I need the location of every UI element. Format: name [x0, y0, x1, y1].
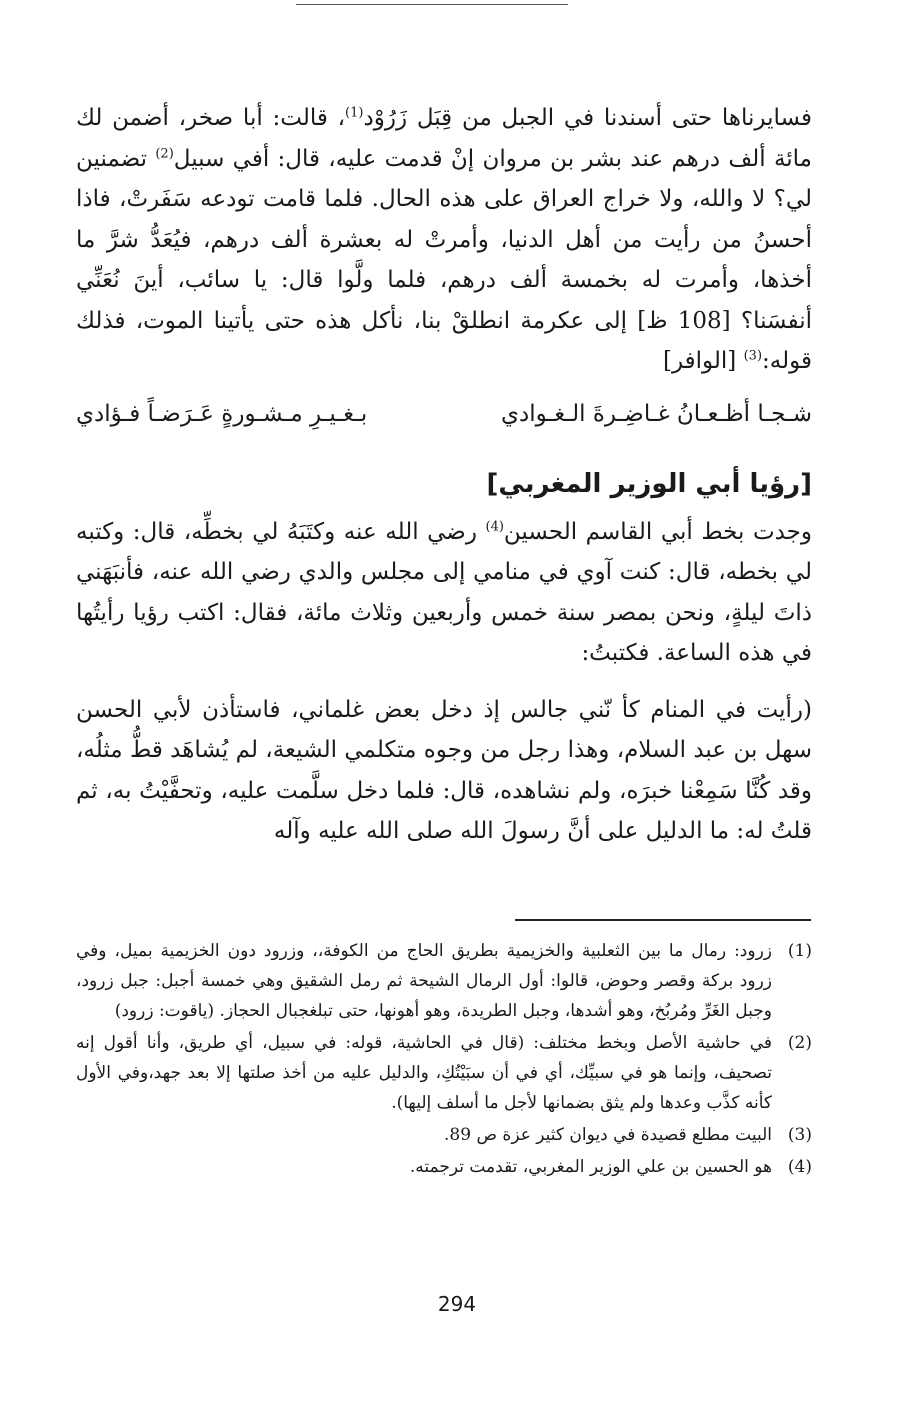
footnote-ref-4: (4): [485, 518, 504, 534]
footnote-ref-2: (2): [155, 145, 174, 161]
section-heading: [رؤيا أبي الوزير المغربي]: [486, 468, 812, 499]
paragraph-1-text-c: تضمنين لي؟ لا والله، ولا خراج العراق على هذه الحال. فلما قامت تودعه سَفَرتْ، فاذا أحسنُ من رأيت من أهل الدنيا، وأمرتْ له بعشرة ألف درهم، فيُعَدُّ شرَّ ما أخذها، وأمرت له بخمسة ألف درهم، فلما ولَّوا قال: يا سائب، أينَ نُعَنِّي أنفسَنا؟ [108 ظ] إلى عكرمة انطلقْ بنا، نأكل هذه حتى يأتينا الموت، فذلك قوله:: [76, 145, 812, 374]
paragraph-3: (رأيت في المنام كأ نّني جالس إذ دخل بعض غلماني، فاستأذن لأبي الحسن سهل بن عبد السلام، وهذا رجل من وجوه متكلمي الشيعة، لم يُشاهَد قطُّ مثلُه، وقد كُنَّا سَمِعْنا خبرَه، ولم نشاهده، قال: فلما دخل سلَّمت عليه، وتحفَّيْتُ به، ثم قلتُ له: ما الدليل على أنَّ رسولَ الله صلى الله عليه وآله: [76, 696, 812, 844]
verse-first-hemistich: شـجـا أظـعـانُ غـاضِـرةَ الـغـوادي: [501, 400, 812, 427]
footnotes: [76, 936, 812, 1182]
footnote-ref-1: (1): [345, 105, 364, 121]
paragraph-1: [76, 98, 812, 382]
footnote-4: [76, 1152, 812, 1182]
paragraph-1-text-b: ، قالت: أبا صخر، أضمن لك مائة ألف درهم عند بشر بن مروان إنْ قدمت عليه، قال: أفي سبيل: [76, 105, 813, 172]
footnote-number: (1): [787, 941, 812, 961]
poem-verse: [76, 394, 812, 434]
verse-second-hemistich: بـغـيـرِ مـشـورةٍ عَـرَضـاً فـؤادي: [76, 400, 368, 427]
footnote-3: [76, 1120, 812, 1150]
top-rule: [296, 4, 568, 5]
footnote-text: البيت مطلع قصيدة في ديوان كثير عزة ص 89.: [444, 1125, 772, 1145]
footnote-number: (2): [787, 1033, 812, 1053]
paragraph-2-text-a: وجدت بخط أبي القاسم الحسين: [503, 518, 812, 545]
paragraph-1-text-d: [الوافر]: [662, 348, 744, 374]
footnote-text: في حاشية الأصل وبخط مختلف: (قال في الحاشية، قوله: في سبيل، أي طريق، وأنا أقول إنه تصحيف، وإنما هو في سبيِّك، أي في أن سبَيْتُكِ، والدليل عليه من أخذ صلتها إلا بعد جهد،وفي الأول كأنه كذَّب وعدها ولم يثق بضمانها لأجل ما أسلف إليها).: [76, 1033, 772, 1113]
paragraph-2-text-b: رضي الله عنه وكتَبَهُ لي بخطِّه، قال: وكتبه لي بخطه، قال: كنت آوي في منامي إلى مجلس والدي رضي الله عنه، فأنبَهَني ذاتَ ليلةٍ، ونحن بمصر سنة خمس وأربعين وثلاث مائة، فقال: اكتب رؤيا رأيتُها في هذه الساعة. فكتبتُ:: [76, 518, 812, 666]
footnote-text: هو الحسين بن علي الوزير المغربي، تقدمت ترجمته.: [409, 1157, 772, 1177]
footnote-ref-3: (3): [743, 348, 763, 364]
footnote-2: [76, 1028, 812, 1118]
main-text: [76, 98, 812, 852]
footnote-number: (4): [787, 1157, 812, 1177]
paragraph-1-text-a: فسايرناها حتى أسندنا في الجبل من قِبَل زَرُوْد: [363, 105, 812, 131]
page-number: 294: [437, 1292, 477, 1316]
footnote-number: (3): [787, 1125, 812, 1145]
footnote-rule: [515, 919, 811, 921]
footnote-text: زرود: رمال ما بين الثعلبية والخزيمية بطريق الحاج من الكوفة،، وزرود دون الخزيمية بميل، وفي زرود بركة وقصر وحوض، قالوا: أول الرمال الشيحة ثم رمل الشقيق وهي خمسة أجبل: جبل زرود، وجبل الغَرِّ ومُربُخ، وهو أشدها، وجبل الطريدة، وهو أهونها، حتى تبلغجبال الحجاز. (ياقوت: زرود): [76, 941, 772, 1021]
footnote-1: [76, 936, 812, 1026]
paragraph-2: [76, 512, 812, 674]
